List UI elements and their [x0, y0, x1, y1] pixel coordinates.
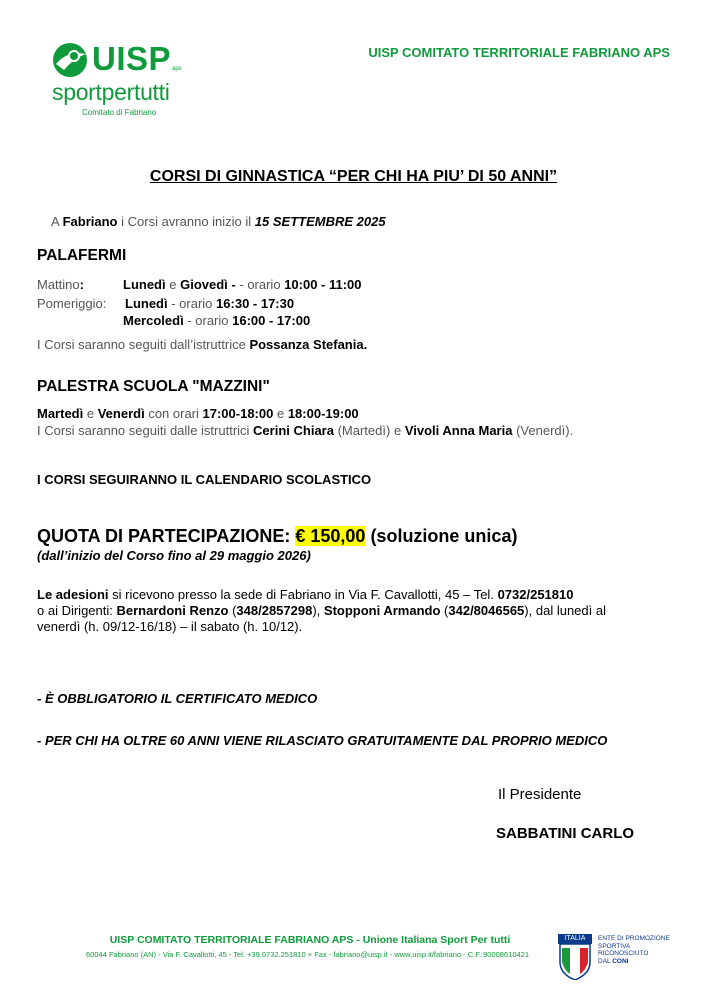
adesioni-paragraph: Le adesioni si ricevono presso la sede di Fabriano in Via F. Cavallotti, 45 – Tel. 0732/251810 o ai Dirigenti: Bernardoni Renzo (348/2857298), Stopponi Armando (342/8046565), dal lunedì al venerdì (h. 09/12-16/18) – il sabato (h. 10/12). [37, 587, 606, 634]
coni-line-3: RICONOSCIUTO [598, 950, 649, 957]
note-over-60: - PER CHI HA OLTRE 60 ANNI VIENE RILASCIATO GRATUITAMENTE DAL PROPRIO MEDICO [37, 733, 608, 748]
intro-line: A Fabriano i Corsi avranno inizio il 15 SETTEMBRE 2025 [51, 214, 386, 229]
footer-org-line: UISP COMITATO TERRITORIALE FABRIANO APS - Unione Italiana Sport Per tutti [109, 934, 511, 946]
mazzini-schedule: Martedì e Venerdì con orari 17:00-18:00 e 18:00-19:00 [37, 406, 359, 421]
morning-schedule: Lunedì e Giovedì - - orario 10:00 - 11:00 [123, 277, 362, 292]
logo-subtitle: Comitato di Fabriano [82, 108, 157, 117]
afternoon-label: Pomeriggio: [37, 296, 107, 311]
palafermi-instructor: I Corsi saranno seguiti dall’istruttrice Possanza Stefania. [37, 337, 368, 352]
coni-line-2: SPORTIVA [598, 942, 631, 950]
uisp-emblem-icon [50, 40, 92, 80]
signature-role: Il Presidente [498, 786, 582, 803]
morning-label: Mattino: [37, 277, 84, 292]
coni-italia-label: ITALIA [558, 934, 592, 944]
quota-period: (dall’inizio del Corso fino al 29 maggio 2026) [37, 548, 311, 563]
note-medical-certificate: - È OBBLIGATORIO IL CERTIFICATO MEDICO [37, 691, 318, 706]
coni-logo [558, 934, 678, 980]
footer-address-line: 60044 Fabriano (AN) - Via F. Cavallotti, 45 - Tel. +39.0732.251810 + Fax - fabriano@uisp.it - www.uisp.it/fabriano - C.F.:90008610421 [86, 950, 530, 959]
afternoon-schedule-2: Mercoledì - orario 16:00 - 17:00 [123, 313, 311, 328]
signature-name: SABBATINI CARLO [496, 825, 635, 842]
uisp-logo [50, 40, 190, 122]
italia-shield-icon [558, 944, 592, 980]
logo-slogan: sportpertutti [52, 79, 170, 105]
price-highlight: € 150,00 [295, 526, 366, 546]
coni-line-4: DAL CONI [598, 957, 629, 965]
calendar-note: I CORSI SEGUIRANNO IL CALENDARIO SCOLASTICO [37, 472, 372, 487]
palafermi-heading: PALAFERMI [37, 247, 127, 264]
logo-text: UISP [92, 40, 172, 77]
quota-line: QUOTA DI PARTECIPAZIONE: € 150,00 (soluzione unica) [37, 526, 518, 546]
org-name-header: UISP COMITATO TERRITORIALE FABRIANO APS [368, 45, 670, 60]
mazzini-instructors: I Corsi saranno seguiti dalle istruttrici Cerini Chiara (Martedì) e Vivoli Anna Maria (Venerdì). [37, 423, 574, 438]
page-title: CORSI DI GINNASTICA “PER CHI HA PIU’ DI 50 ANNI” [149, 168, 558, 185]
mazzini-heading: PALESTRA SCUOLA "MAZZINI" [37, 378, 270, 395]
afternoon-schedule-1: Lunedì - orario 16:30 - 17:30 [125, 296, 295, 311]
coni-line-1: ENTE DI PROMOZIONE [598, 935, 670, 942]
logo-aps: aps [172, 66, 182, 72]
